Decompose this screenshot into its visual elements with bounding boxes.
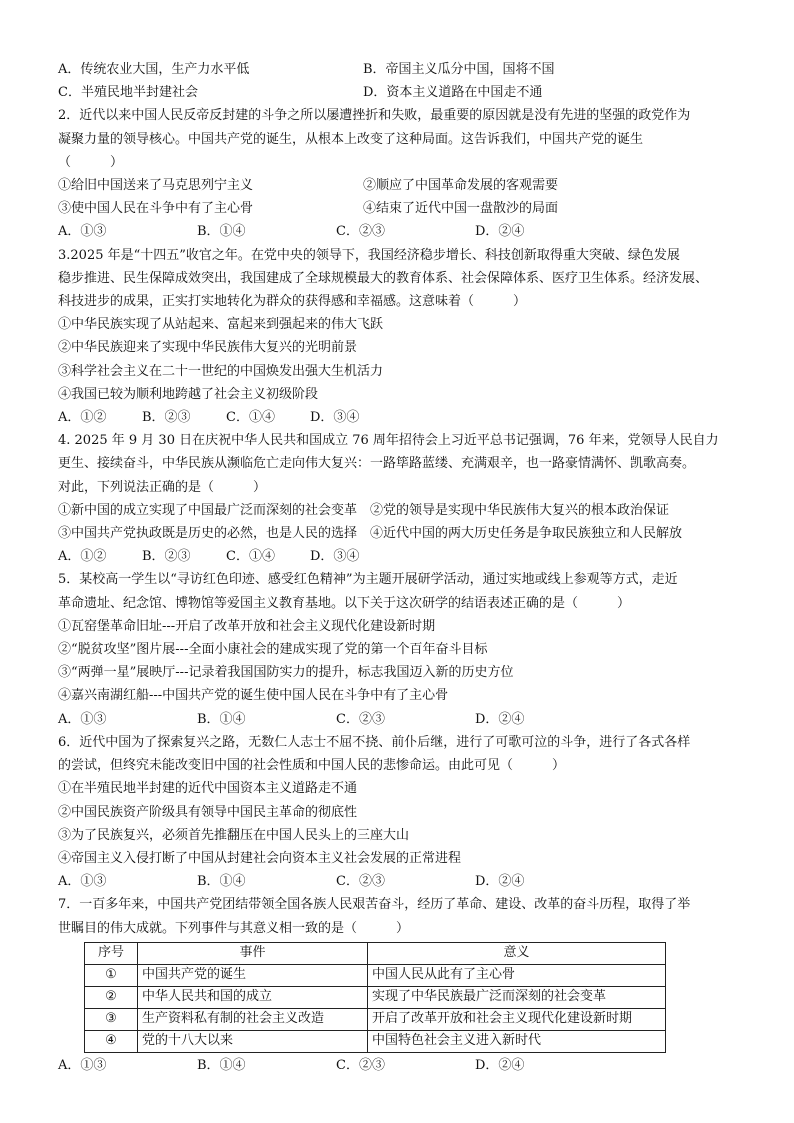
table-cell-event: 党的十八大以来 [138,1030,368,1052]
q7-options [58,1054,740,1077]
q1-option-b: B．帝国主义瓜分中国，国将不国 [363,62,555,77]
q4-stem-line: 更生、接续奋斗，中华民族从濒临危亡走向伟大复兴：一路筚路蓝缕、充满艰辛，也一路豪情满怀、凯歌高奏。 [58,456,696,472]
q3-option-a: A．①② [58,410,107,426]
q2-option-d: D．②④ [475,224,525,240]
q5-option-d: D．②④ [475,711,525,727]
q4-items-line: ③中国共产党执政既是历史的必然，也是人民的选择 ④近代中国的两大历史任务是争取民族独立和人民解放 [58,526,683,542]
q1-option-d: D．资本主义道路在中国走不通 [363,85,543,101]
q4-option-a: A．①② [58,549,107,565]
q6-option-c: C．②③ [336,874,385,890]
q3-option-c: C．①④ [226,410,275,426]
q5-item-2: ②“脱贫攻坚”图片展---全面小康社会的建成实现了党的第一个百年奋斗目标 [58,642,488,658]
q6-options [58,870,740,893]
q4-options [58,545,740,568]
table-cell-no: ④ [85,1030,138,1052]
table-row [85,1008,666,1030]
q1-option-a: A．传统农业大国，生产力水平低 [58,62,250,77]
q3-stem-line: 科技进步的成果，正实打实地转化为群众的获得感和幸福感。这意味着（ ） [58,294,527,310]
table-cell-event: 中华人民共和国的成立 [138,986,368,1008]
q2-item-3: ③使中国人民在斗争中有了主心骨 [58,201,254,217]
q1-options-row-2 [58,81,740,104]
table-row [85,1030,666,1052]
table-cell-meaning: 中国特色社会主义进入新时代 [368,1030,666,1052]
q2-item-1: ①给旧中国送来了马克思列宁主义 [58,178,254,194]
q6-item-4: ④帝国主义入侵打断了中国从封建社会向资本主义社会发展的正常进程 [58,850,462,866]
table-row [85,964,666,986]
q2-items-row [58,197,740,220]
q5-option-b: B．①④ [197,711,246,727]
q4-stem-line: 4. 2025 年 9 月 30 日在庆祝中华人民共和国成立 76 周年招待会上习近平总书记强调，76 年来，党领导人民自力 [58,433,719,449]
q3-item-4: ④我国已较为顺利地跨越了社会主义初级阶段 [58,386,319,402]
table-cell-meaning: 实现了中华民族最广泛而深刻的社会变革 [368,986,666,1008]
q3-stem-line: 稳步推进、民生保障成效突出，我国建成了全球规模最大的教育体系、社会保障体系、医疗卫生体系。经济发展、 [58,270,709,286]
table-cell-no: ① [85,964,138,986]
table-header-row [85,942,666,964]
table-cell-meaning: 中国人民从此有了主心骨 [368,964,666,986]
table-header-event: 事件 [138,942,368,964]
q1-options-row-1 [58,58,740,81]
q3-options [58,406,740,429]
q5-item-1: ①瓦窑堡革命旧址---开启了改革开放和社会主义现代化建设新时期 [58,618,436,634]
q4-items-line: ①新中国的成立实现了中国最广泛而深刻的社会变革 ②党的领导是实现中华民族伟大复兴的根本政治保证 [58,502,670,518]
q6-item-2: ②中国民族资产阶级具有领导中国民主革命的彻底性 [58,804,358,820]
table-cell-meaning: 开启了改革开放和社会主义现代化建设新时期 [368,1008,666,1030]
q5-options [58,708,740,731]
q2-stem-line: 凝聚力量的领导核心。中国共产党的诞生，从根本上改变了这种局面。这告诉我们，中国共产党的诞生 [58,131,644,147]
q3-option-d: D．③④ [310,410,360,426]
q7-option-d: D．②④ [475,1057,525,1073]
q6-stem-line: 6．近代中国为了探索复兴之路，无数仁人志士不屈不挠、前仆后继，进行了可歌可泣的斗争，进行了各式各样 [58,734,691,750]
q2-option-a: A．①③ [58,224,107,240]
table-cell-event: 中国共产党的诞生 [138,964,368,986]
q3-item-3: ③科学社会主义在二十一世纪的中国焕发出强大生机活力 [58,363,384,379]
q6-stem-line: 的尝试，但终究未能改变旧中国的社会性质和中国人民的悲惨命运。由此可见（ ） [58,758,566,774]
q5-option-a: A．①③ [58,711,107,727]
q2-stem-line: 2．近代以来中国人民反帝反封建的斗争之所以屡遭挫折和失败，最重要的原因就是没有先进的坚强的政党作为 [58,108,691,124]
q7-table [84,942,666,1053]
q2-items-row [58,174,740,197]
q2-item-2: ②顺应了中国革命发展的客观需要 [363,178,559,194]
q6-item-3: ③为了民族复兴，必须首先推翻压在中国人民头上的三座大山 [58,827,410,843]
q7-stem-line: 7．一百多年来，中国共产党团结带领全国各族人民艰苦奋斗，经历了革命、建设、改革的奋斗历程，取得了举 [58,897,691,913]
q5-stem-line: 5．某校高一学生以“寻访红色印迹、感受红色精神”为主题开展研学活动，通过实地或线上参观等方式，走近 [58,572,678,588]
q4-option-b: B．②③ [142,549,191,565]
q6-option-a: A．①③ [58,874,107,890]
table-cell-event: 生产资料私有制的社会主义改造 [138,1008,368,1030]
q4-stem-line: 对此，下列说法正确的是（ ） [58,479,267,495]
q2-answer-blank: （ ） [58,154,124,170]
q2-option-c: C．②③ [336,224,385,240]
q2-item-4: ④结束了近代中国一盘散沙的局面 [363,201,559,217]
q4-option-c: C．①④ [226,549,275,565]
q5-item-3: ③“两弹一星”展映厅---记录着我国国防实力的提升，标志我国迈入新的历史方位 [58,665,514,681]
q1-option-c: C．半殖民地半封建社会 [58,85,198,101]
q2-option-b: B．①④ [197,224,246,240]
table-header-no: 序号 [85,942,138,964]
table-cell-no: ③ [85,1008,138,1030]
q7-stem-line: 世瞩目的伟大成就。下列事件与其意义相一致的是（ ） [58,920,410,936]
q5-stem-line: 革命遗址、纪念馆、博物馆等爱国主义教育基地。以下关于这次研学的结语表述正确的是（ ） [58,595,631,611]
q3-item-1: ①中华民族实现了从站起来、富起来到强起来的伟大飞跃 [58,317,384,333]
q7-option-b: B．①④ [197,1057,246,1073]
q3-option-b: B．②③ [142,410,191,426]
q2-options [58,220,740,243]
q3-stem-line: 3.2025 年是“十四五”收官之年。在党中央的领导下，我国经济稳步增长、科技创新取得重大突破、绿色发展 [58,247,680,263]
q7-option-c: C．②③ [336,1057,385,1073]
q3-item-2: ②中华民族迎来了实现中华民族伟大复兴的光明前景 [58,340,358,356]
q7-option-a: A．①③ [58,1057,107,1073]
table-row [85,986,666,1008]
q6-option-d: D．②④ [475,874,525,890]
table-cell-no: ② [85,986,138,1008]
q5-item-4: ④嘉兴南湖红船---中国共产党的诞生使中国人民在斗争中有了主心骨 [58,688,449,704]
q4-option-d: D．③④ [310,549,360,565]
q6-option-b: B．①④ [197,874,246,890]
table-header-meaning: 意义 [368,942,666,964]
q5-option-c: C．②③ [336,711,385,727]
exam-page [58,58,740,1077]
q6-item-1: ①在半殖民地半封建的近代中国资本主义道路走不通 [58,781,358,797]
